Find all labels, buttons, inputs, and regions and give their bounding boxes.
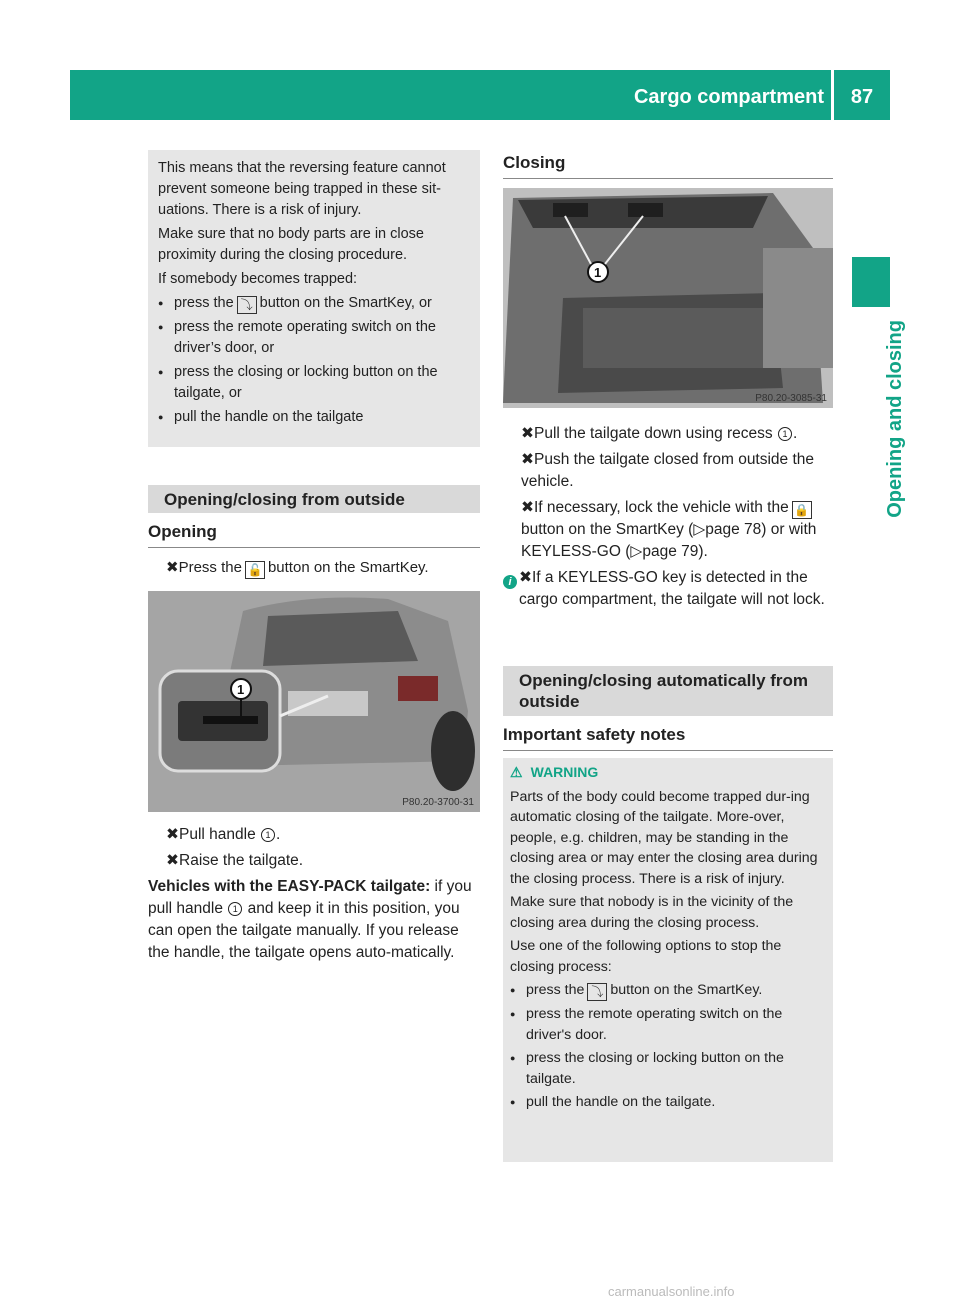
left-warning-list: [158, 293, 476, 428]
tailgate-handle-image: [148, 591, 480, 812]
image-code: P80.20-3085-31: [755, 393, 827, 404]
list-item: ● pull the handle on the tailgate: [158, 407, 476, 428]
left-warning-text: [158, 158, 476, 431]
list-item: ● press the closing or locking button on the tailgate, or: [158, 362, 476, 404]
callout-number-icon: 1: [778, 427, 792, 441]
info-note: ✖ i If a KEYLESS-GO key is detected in the cargo compartment, the tailgate will not lock.: [503, 567, 835, 611]
callout-number-icon: 1: [228, 902, 242, 916]
opening-steps: ✖ Pull handle 1 . ✖ Raise the tailgate. Vehicles with the EASY-PACK tailgate: if you pull handle 1 and keep it in this position, you can open the tailgate manually. If you release the handle, the tailgate opens auto-matically.: [148, 824, 482, 964]
page-ref-arrow-icon: ▷: [630, 543, 643, 560]
tailgate-key-icon: ⤵: [587, 983, 607, 1001]
opening-step1: ✖ Press the 🔓 button on the SmartKey.: [148, 557, 480, 583]
list-item: ● press the closing or locking button on the tailgate.: [510, 1048, 828, 1089]
info-icon: i: [503, 575, 517, 589]
lock-key-icon: 🔒: [792, 501, 812, 519]
page-number: 87: [850, 86, 874, 108]
warning-title: WARNING: [530, 764, 599, 780]
open-tailgate-illustration: [503, 188, 833, 408]
image-code: P80.20-3700-31: [402, 797, 474, 808]
list-item: ● press the remote operating switch on the driver’s door, or: [158, 317, 476, 359]
callout-number-icon: 1: [261, 828, 275, 842]
watermark: carmanualsonline.info: [608, 1284, 735, 1299]
right-warning-para1: Parts of the body could become trapped dur-ing automatic closing of the tailgate. More-over, people, e.g. children, may be standing in the closing area or may enter the closing area during the closing process. There is a risk of injury.: [510, 788, 818, 887]
page-title: Cargo compartment: [633, 86, 824, 108]
car-rear-illustration: [148, 591, 480, 812]
list-item: ● press the ⤵ button on the SmartKey.: [510, 980, 828, 1001]
list-item: ● press the remote operating switch on the driver's door.: [510, 1004, 828, 1045]
tailgate-key-icon: ⤵: [237, 296, 257, 314]
subheading-opening: Opening: [148, 522, 480, 548]
easy-pack-paragraph: Vehicles with the EASY-PACK tailgate: if you pull handle 1 and keep it in this position, you can open the tailgate manually. If you release the handle, the tailgate opens auto-matically.: [148, 878, 472, 961]
closing-steps: ✖ Pull the tailgate down using recess 1 . ✖ Push the tailgate closed from outside the vehicle. ✖ If necessary, lock the vehicle with the 🔒button on the SmartKey (▷page 78) or with KEYLESS-GO (▷page 79). ✖ i If a KEYLESS-GO key is detected in the cargo compartment, the tailgate will not lock.: [503, 423, 835, 615]
subheading-closing: Closing: [503, 153, 833, 179]
header-divider: [831, 70, 834, 120]
list-item: ● press the ⤵ button on the SmartKey, or: [158, 293, 476, 314]
left-warning-para1: This means that the reversing feature cannot prevent someone being trapped in these sit-uations. There is a risk of injury.: [158, 160, 446, 218]
side-chapter-label: Opening and closing: [884, 320, 906, 518]
right-warning-list: [510, 980, 828, 1113]
right-warning-text: [510, 762, 828, 1116]
left-warning-para2: Make sure that no body parts are in close proximity during the closing procedure.: [158, 226, 424, 263]
warning-icon: ⚠: [510, 765, 523, 781]
left-warning-para3: If somebody becomes trapped:: [158, 271, 358, 287]
page-ref-arrow-icon: ▷: [693, 521, 706, 538]
unlock-key-icon: 🔓: [245, 561, 265, 579]
right-warning-para3: Use one of the following options to stop the closing process:: [510, 938, 782, 975]
right-warning-para2: Make sure that nobody is in the vicinity of the closing area during the closing process.: [510, 894, 794, 931]
svg-text:1: 1: [594, 265, 602, 280]
side-tab: [852, 257, 890, 307]
svg-text:1: 1: [237, 682, 245, 697]
section-heading-opening-closing: Opening/closing from outside: [148, 485, 480, 513]
subheading-safety-notes: Important safety notes: [503, 725, 833, 751]
tailgate-recess-image: [503, 188, 833, 408]
list-item: ● pull the handle on the tailgate.: [510, 1092, 828, 1113]
section-heading-automatic: Opening/closing automatically from outside: [503, 666, 833, 716]
